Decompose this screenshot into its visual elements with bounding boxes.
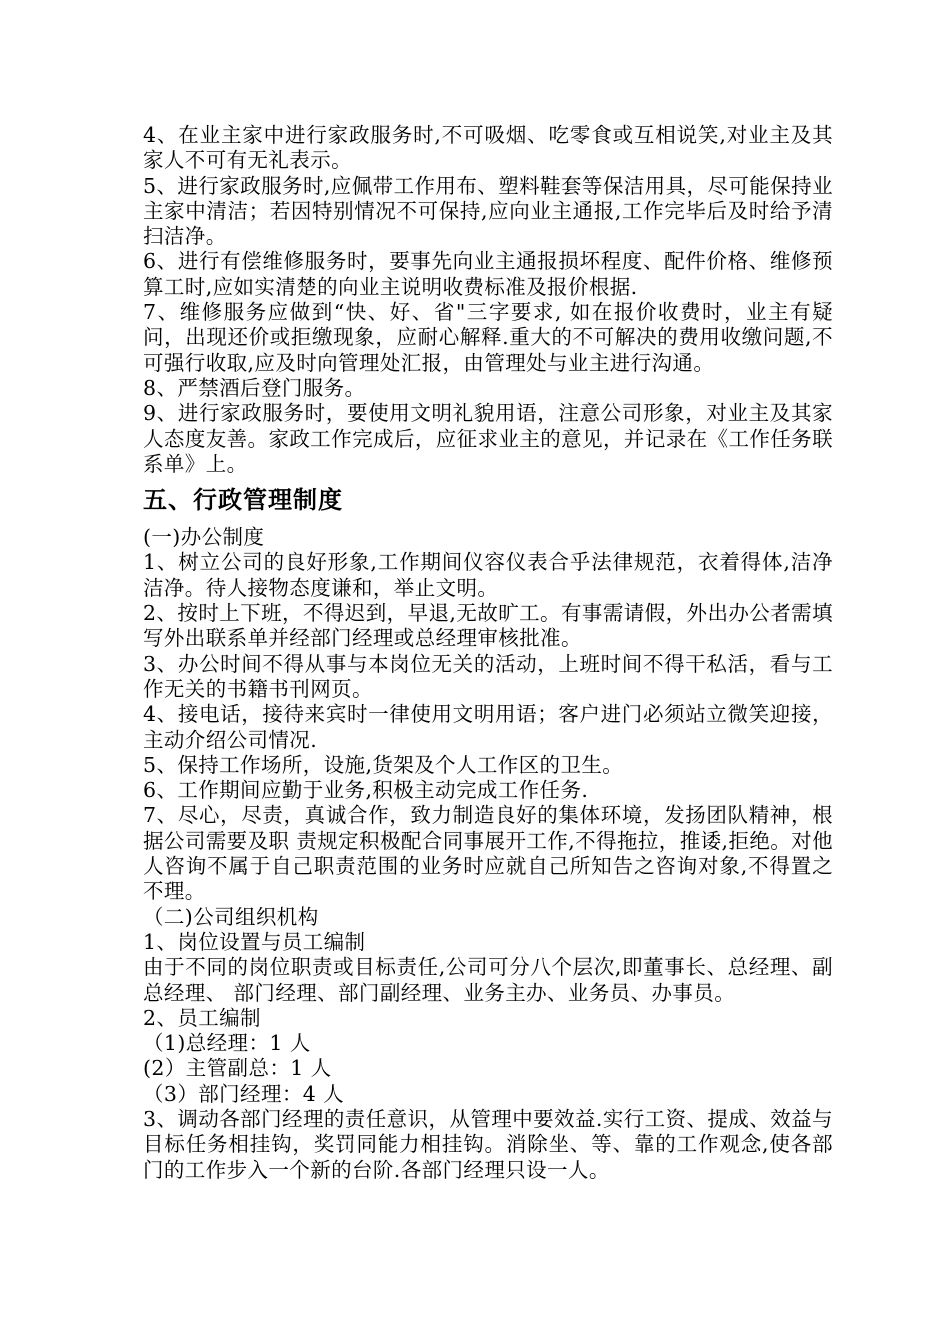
paragraph-staffing-title: 2、员工编制 xyxy=(143,1005,261,1030)
paragraph-staff-managers: （3）部门经理：4 人 xyxy=(143,1081,345,1106)
document-page xyxy=(143,123,833,1183)
paragraph-office-1: 1、树立公司的良好形象,工作期间仪容仪表合乎法律规范，衣着得体,洁净洁净。待人接物态度谦和，举止文明。 xyxy=(143,550,833,600)
paragraph-org-1-title: 1、岗位设置与员工编制 xyxy=(143,929,366,954)
paragraph-rule-8: 8、严禁酒后登门服务。 xyxy=(143,375,366,400)
paragraph-office-3: 3、办公时间不得从事与本岗位无关的活动，上班时间不得干私活，看与工作无关的书籍书刊网页。 xyxy=(143,651,833,701)
paragraph-rule-6: 6、进行有偿维修服务时，要事先向业主通报损坏程度、配件价格、维修预算工时,应如实清楚的向业主说明收费标准及报价根据. xyxy=(143,249,833,299)
paragraph-office-5: 5、保持工作场所，设施,货架及个人工作区的卫生。 xyxy=(143,752,624,777)
subsection-office-rules: (一)办公制度 xyxy=(143,525,265,550)
paragraph-rule-7: 7、维修服务应做到“快、好、省"三字要求, 如在报价收费时，业主有疑问，出现还价或拒缴现象，应耐心解释.重大的不可解决的费用收缴问题,不可强行收取,应及时向管理处汇报，由管理处与业主进行沟通。 xyxy=(143,300,833,375)
paragraph-office-2: 2、按时上下班，不得迟到，早退,无故旷工。有事需请假，外出办公者需填写外出联系单并经部门经理或总经理审核批准。 xyxy=(143,601,833,651)
paragraph-rule-5: 5、进行家政服务时,应佩带工作用布、塑料鞋套等保洁用具，尽可能保持业主家中清洁；若因特别情况不可保持,应向业主通报,工作完毕后及时给予清扫洁净。 xyxy=(143,173,833,249)
paragraph-org-3: 3、调动各部门经理的责任意识，从管理中要效益.实行工资、提成、效益与目标任务相挂钩，奖罚同能力相挂钩。消除坐、等、靠的工作观念,使各部门的工作步入一个新的台阶.各部门经理只设一人。 xyxy=(143,1106,833,1182)
admin-rules-list xyxy=(143,525,833,1183)
paragraph-rule-4: 4、在业主家中进行家政服务时,不可吸烟、吃零食或互相说笑,对业主及其家人不可有无礼表示。 xyxy=(143,123,833,173)
subsection-organization: （二)公司组织机构 xyxy=(143,904,319,929)
paragraph-staff-gm: （1)总经理：1 人 xyxy=(143,1031,311,1056)
paragraph-office-6: 6、工作期间应勤于业务,积极主动完成工作任务. xyxy=(143,778,589,803)
section-heading: 五、行政管理制度 xyxy=(143,486,343,515)
paragraph-office-7: 7、尽心，尽责，真诚合作，致力制造良好的集体环境，发扬团队精神，根据公司需要及职 责规定积极配合同事展开工作,不得拖拉，推诿,拒绝。对他人咨询不属于自己职责范围的业务时应就自己所知告之咨询对象,不得置之不理。 xyxy=(143,803,834,904)
paragraph-org-levels: 由于不同的岗位职责或目标责任,公司可分八个层次,即董事长、总经理、副总经理、 部门经理、部门副经理、业务主办、业务员、办事员。 xyxy=(143,955,833,1005)
paragraph-office-4: 4、接电话，接待来宾时一律使用文明用语；客户进门必须站立微笑迎接，主动介绍公司情况. xyxy=(143,702,833,752)
service-rules-list xyxy=(143,123,833,477)
paragraph-staff-vp: (2）主管副总：1 人 xyxy=(143,1056,332,1081)
paragraph-rule-9: 9、进行家政服务时，要使用文明礼貌用语，注意公司形象，对业主及其家人态度友善。家政工作完成后，应征求业主的意见，并记录在《工作任务联系单》上。 xyxy=(143,401,833,476)
